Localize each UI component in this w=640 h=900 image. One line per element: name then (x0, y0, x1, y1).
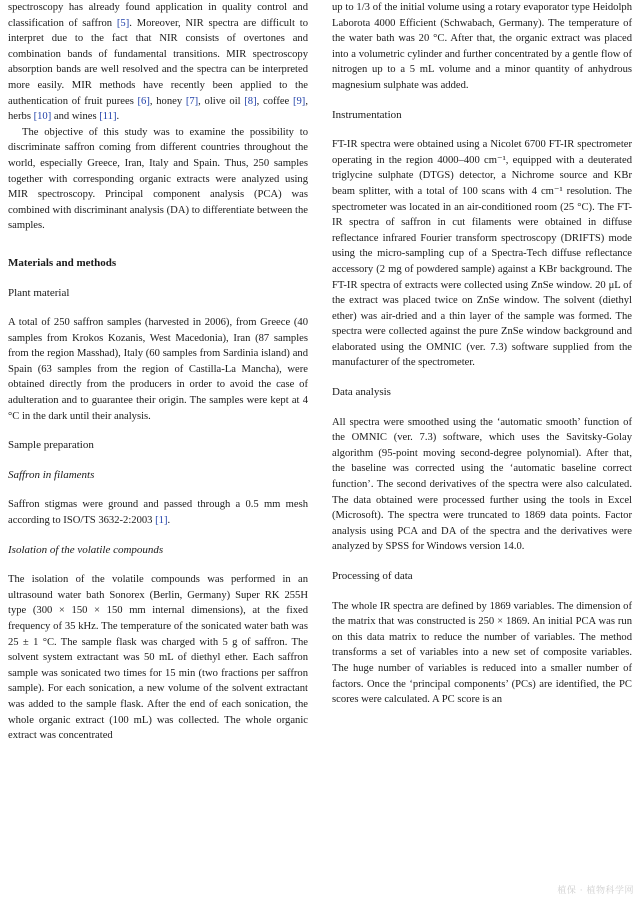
subsubsection-heading-filaments: Saffron in filaments (8, 468, 95, 481)
subsubsection-heading-isolation: Isolation of the volatile compounds (8, 543, 164, 556)
left-column (8, 0, 308, 744)
data-analysis-paragraph: All spectra were smoothed using the ‘automatic smooth’ function of the OMNIC (ver. 7.3) software, which uses the Savitsky-Golay algorithm (95-point moving second-degree polynomial). After that, the baseline was corrected using the ‘automatic baseline correct function’. The second derivatives of the spectra were also calculated. The data obtained were processed further using the tools in Excel (Microsoft). The spectra were truncated to 1869 data points. Factor analysis using PCA and DA of the spectra and the derivatives were analyzed by SPSS for Windows version 14.0. (332, 416, 632, 553)
section-heading-methods: Materials and methods (8, 256, 117, 269)
citation-link[interactable]: [7] (185, 95, 199, 107)
plant-material-paragraph: A total of 250 saffron samples (harvested in 2006), from Greece (40 samples from Krokos Kozanis, West Macedonia), Iran (87 samples from the region Masshad), Italy (60 samples from Sardinia island) and Spain (63 samples from the region of Castilla-La Mancha), were obtained directly from the producers in order to avoid the case of adulteration and to guarantee their origin. The samples were kept at 4 °C in the dark until their analysis. (8, 317, 308, 422)
citation-link[interactable]: [5] (116, 17, 130, 29)
subsection-heading-data-analysis: Data analysis (332, 386, 391, 399)
citation-link[interactable]: [10] (33, 111, 52, 123)
intro-paragraph-1: spectroscopy has already found application in quality control and classification of saffron [5]. Moreover, NIR spectra are difficult to interpret due to the fact that NIR consists of overtones and combination bands of fundamental transitions. MIR spectroscopy absorption bands are well resolved and the spectra can be interpreted more easily. MIR methods have recently been applied to the authentication of fruit purees [6], honey [7], olive oil [8], coffee [9], herbs [10] and wines [11]. (8, 2, 308, 123)
watermark: 植保 · 植物科学网 (557, 886, 634, 896)
intro-paragraph-2: The objective of this study was to examine the possibility to discriminate saffron coming from different countries throughout the world, especially Greece, Iran, Italy and Spain. Thus, 250 samples together with corresponding organic extracts were analyzed using MIR spectroscopy. Principal component analysis (PCA) was combined with discriminant analysis (DA) to differentiate between the samples. (8, 126, 308, 232)
citation-link[interactable]: [1] (155, 515, 168, 527)
continuation-paragraph: up to 1/3 of the initial volume using a rotary evaporator type Heidolph Laborota 4000 Efficient (Schwabach, Germany). The temperature of the water bath was 20 °C. After that, the organic extract was placed into a volumetric cylinder and further concentrated by a gentle flow of nitrogen up to a 5 mL volume and a minor quantity of anhydrous magnesium sulphate was added. (332, 2, 632, 91)
filaments-paragraph: Saffron stigmas were ground and passed through a 0.5 mm mesh according to ISO/TS 3632-2:2003 [1]. (8, 499, 308, 527)
subsection-heading-processing: Processing of data (332, 570, 413, 582)
right-column (332, 0, 632, 708)
citation-link[interactable]: [6] (137, 95, 150, 107)
citation-link[interactable]: [9] (292, 95, 306, 107)
subsection-heading-instrumentation: Instrumentation (332, 108, 402, 121)
subsection-heading-sample-preparation: Sample preparation (8, 439, 94, 452)
processing-paragraph: The whole IR spectra are defined by 1869 variables. The dimension of the matrix that was constructed is 250 × 1869. An initial PCA was run on this data matrix to reduce the number of variables. The method transforms a set of variables into a new set of composite variables. The huge number of variables is reduced into a smaller number of factors. Once the ‘principal components’ (PCs) are identified, the PC scores were calculated. A PC score is an (332, 600, 632, 706)
isolation-paragraph: The isolation of the volatile compounds was performed in an ultrasound water bath Sonorex (Berlin, Germany) Super RK 255H type (300 × 150 × 150 mm internal dimensions), at the fixed frequency of 35 kHz. The temperature of the sonicated water bath was 25 ± 1 °C. The sample flask was charged with 5 g of saffron. The solvent system extractant was 50 mL of diethyl ether. Each saffron sample was sonicated two times for 15 min (two fractions per saffron sample). For each sonication, a new volume of the solvent extractant was added to the sample flask. After the end of each sonication, the whole organic extract (100 mL) was collected. The whole organic extract was concentrated (8, 574, 308, 742)
citation-link[interactable]: [11] (99, 111, 117, 123)
subsection-heading-plant-material: Plant material (8, 286, 70, 299)
citation-link[interactable]: [8] (244, 95, 257, 107)
instrumentation-paragraph: FT-IR spectra were obtained using a Nicolet 6700 FT-IR spectrometer operating in the region 4000–400 cm⁻¹, equipped with a deuterated triglycine sulphate (DTGS) detector, a Nichrome source and KBr beam splitter, with a total of 100 scans with 4 cm⁻¹ resolution. The spectrometer was located in an air-conditioned room (25 °C). The FT-IR spectra of saffron in cut filaments were obtained in diffuse reflectance infrared Fourier transform spectroscopy (DRIFTS) mode using the micro-sampling cup of a Spectra-Tech diffuse reflectance accessory (2 mg of powdered sample) against a KBr background. The FT-IR spectra of extracts were collected using ZnSe window. 20 μL of the extract was placed twice on ZnSe window. The solvent (diethyl ether) was air-dried and a thin layer of the sample was formed. The spectra were collected against the pure ZnSe window background and elaborated using the OMNIC (ver. 7.3) software supplied from the manufacturer of the spectrometer. (332, 139, 632, 369)
